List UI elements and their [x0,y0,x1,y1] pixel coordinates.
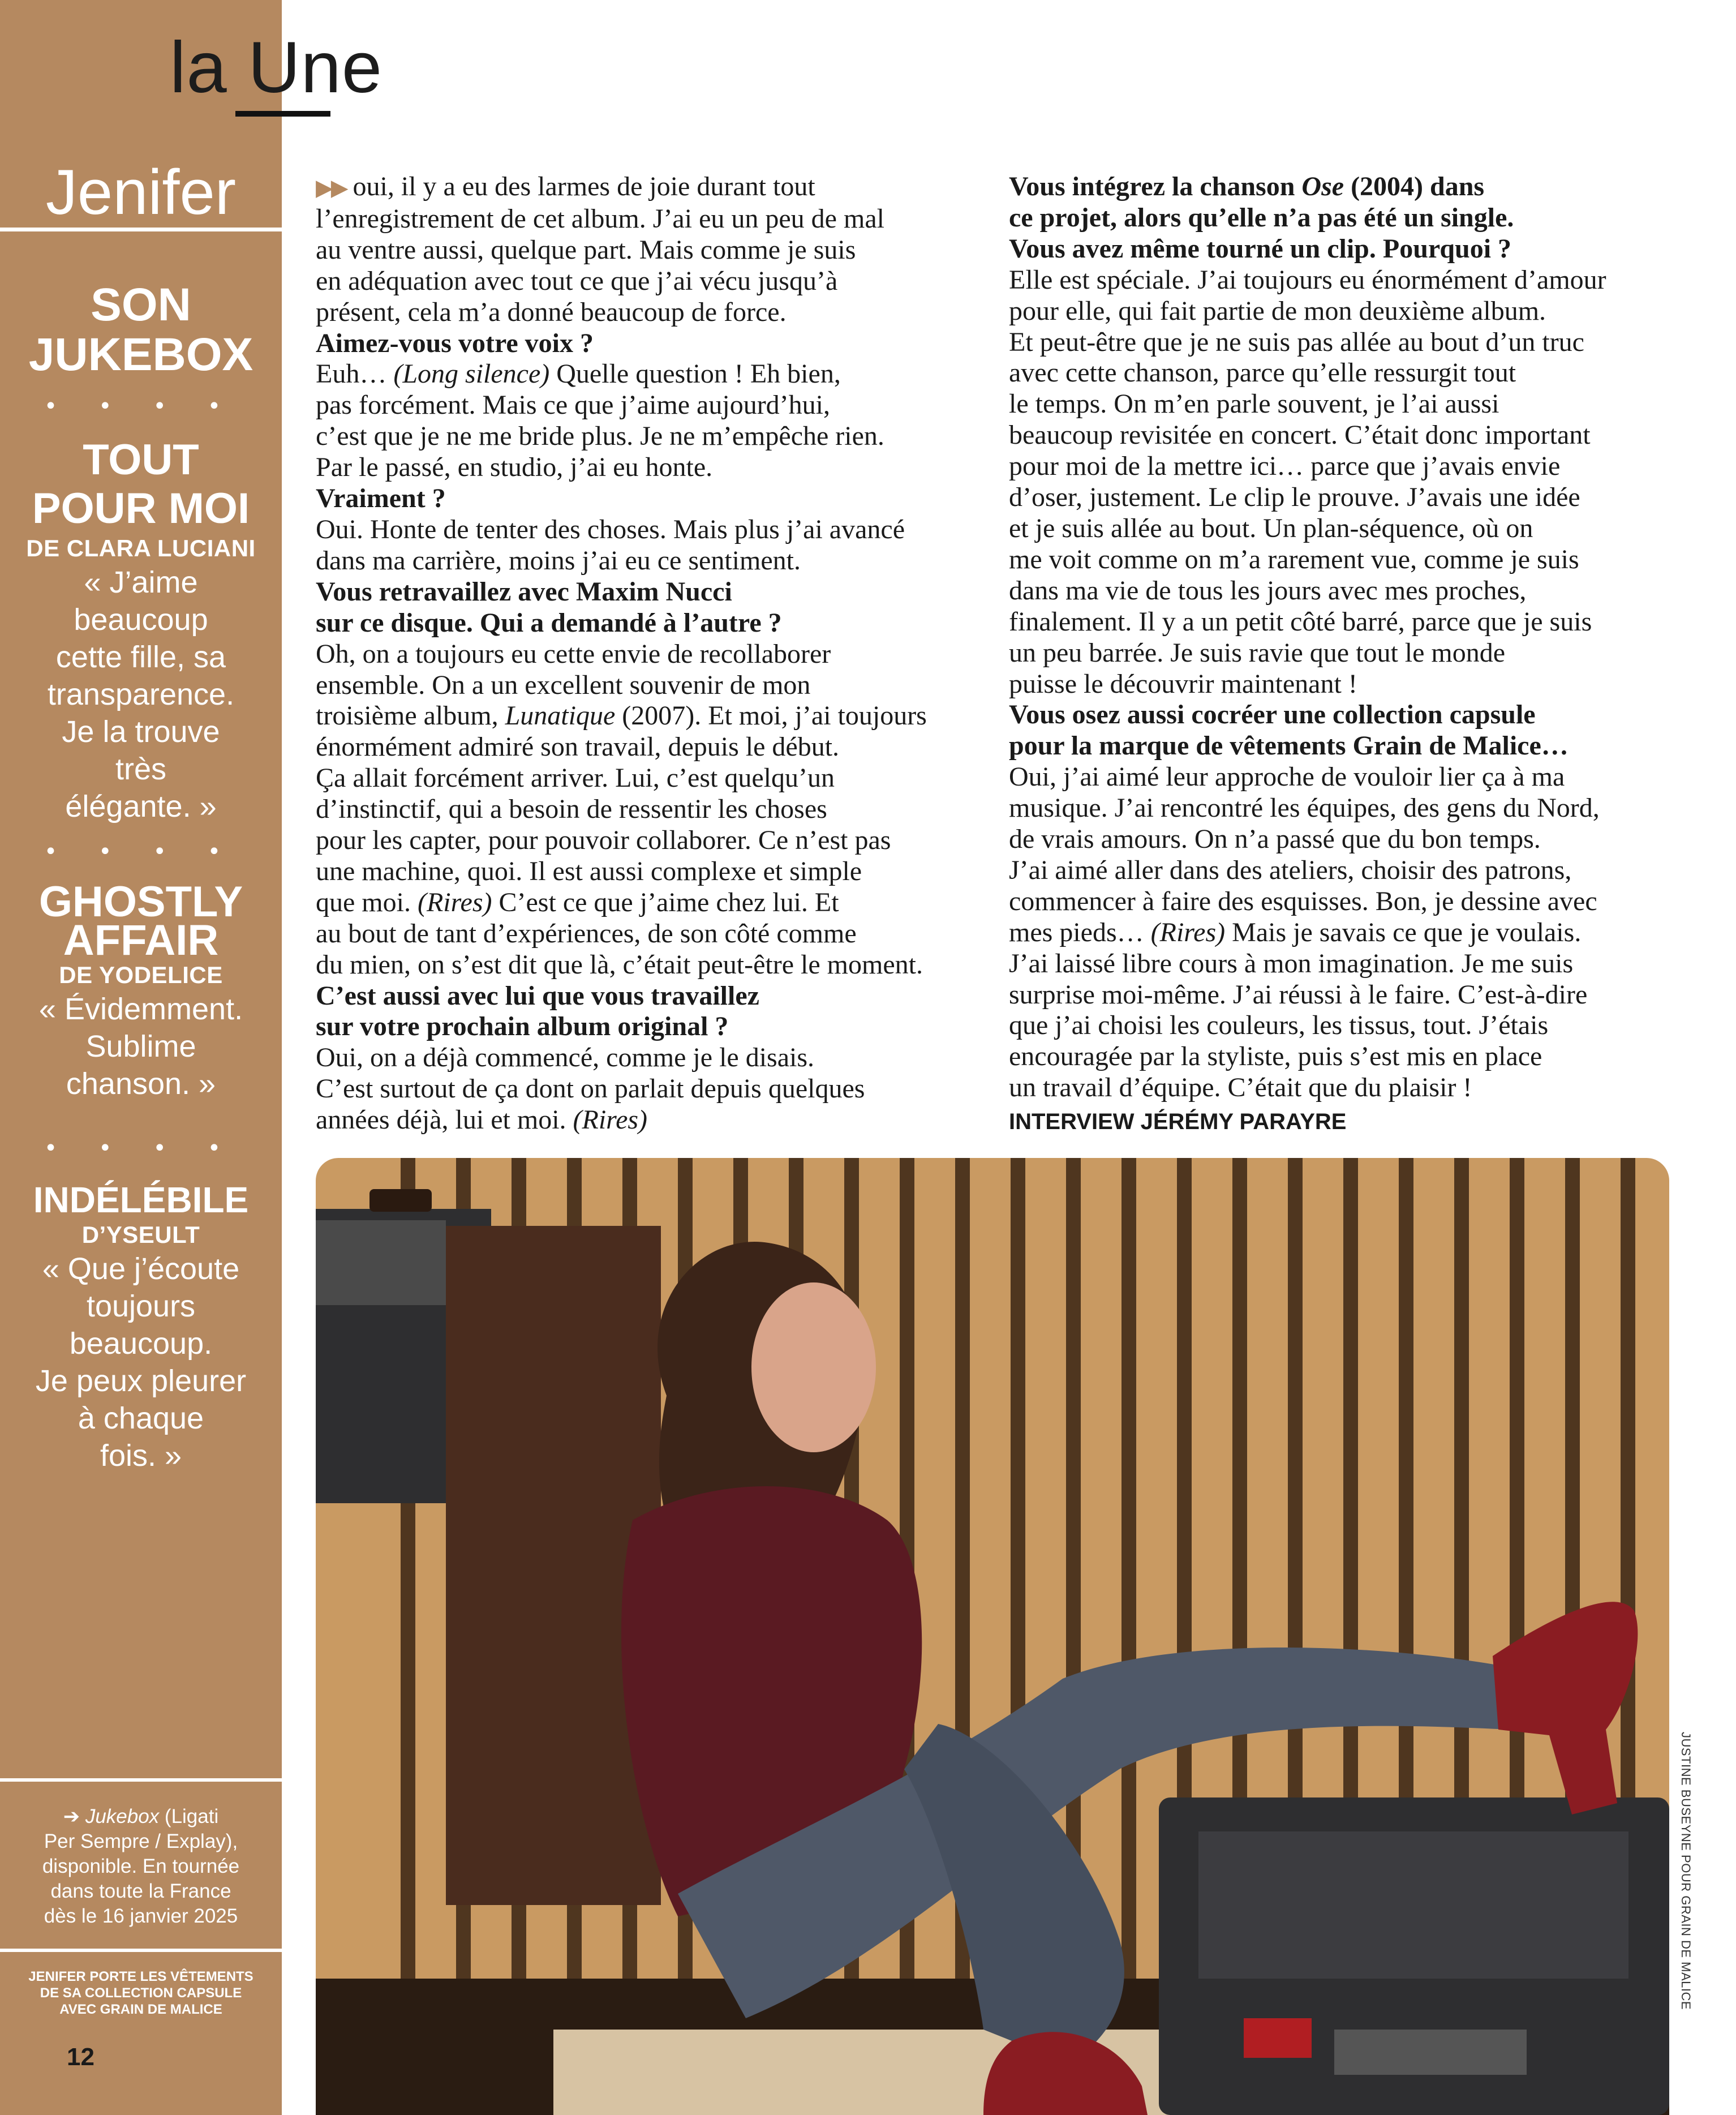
answer-line [316,639,995,670]
jukebox-item-3 [0,1180,282,1474]
quote-line: « J’aime [84,565,198,599]
question-line [1009,731,1688,762]
quote-line: Je peux pleurer [35,1364,247,1398]
text-run: Aimez-vous votre voix ? [316,328,594,358]
answer-line [316,204,995,235]
text-run: (Rires) [1150,917,1226,947]
text-run: Euh… [316,359,394,389]
text-run: Lunatique [505,701,616,731]
text-run: années déjà, lui et moi. [316,1105,573,1135]
quote-line: cette fille, sa [55,640,226,674]
text-run: pour moi de la mettre ici… parce que j’avais envie [1009,451,1561,482]
text-run: oui, il y a eu des larmes de joie durant tout [346,171,815,201]
answer-line [1009,949,1688,980]
quote-line: élégante. » [65,790,217,823]
text-run: (Rires) [573,1105,648,1135]
artist-name: Jenifer [45,157,237,228]
photo-credit [1675,1732,1698,2026]
text-run: pour les capter, pour pouvoir collaborer. Ce n’est pas [316,825,891,856]
text-run: Oh, on a toujours eu cette envie de recollaborer [316,638,831,669]
text-run: J’ai laissé libre cours à mon imagination. Je me suis [1009,948,1574,979]
quote-line: « Que j’écoute [42,1252,240,1286]
text-run: sur votre prochain album original ? [316,1011,729,1042]
text-run: Vous osez aussi cocréer une collection capsule [1009,700,1536,730]
text-run: Mais je savais ce que je voulais. [1225,917,1582,947]
article-column-left [316,171,995,1136]
amplifier-switch [1244,2018,1312,2058]
album-info-line: dès le 16 janvier 2025 [44,1905,238,1927]
text-run: Ose [1301,171,1344,201]
clothing-credit-line: DE SA COLLECTION CAPSULE [40,1985,242,2001]
text-run: C’est aussi avec lui que vous travaillez [316,980,759,1011]
question-line [316,981,995,1012]
answer-line [316,950,995,981]
text-run: pour la marque de vêtements Grain de Malice… [1009,731,1569,761]
info-rule-bottom [0,1949,282,1952]
info-rule-top [0,1778,282,1782]
article-column-right [1009,171,1688,1138]
album-name: Jukebox [85,1805,160,1827]
answer-line [1009,607,1688,638]
answer-line [1009,513,1688,544]
text-run: que moi. [316,887,418,917]
text-run: dans ma carrière, moins j’ai eu ce sentiment. [316,545,801,576]
answer-line [316,171,995,204]
text-run: et je suis allée au bout. Un plan-séquence, où on [1009,513,1533,543]
answer-line [1009,296,1688,327]
quote-line: beaucoup [74,603,208,637]
text-run: au bout de tant d’expériences, de son côté comme [316,918,857,949]
answer-line [316,701,995,732]
text-run: Vous retravaillez avec Maxim Nucci [316,576,732,607]
text-run: ensemble. On a un excellent souvenir de mon [316,670,811,700]
album-info-line: dans toute la France [50,1880,231,1902]
text-run: présent, cela m’a donné beaucoup de force. [316,297,787,327]
text-run: sur ce disque. Qui a demandé à l’autre ? [316,607,782,638]
text-run: énormément admiré son travail, depuis le début. [316,732,840,762]
question-line [316,483,995,514]
answer-line [1009,327,1688,358]
text-run: Vous avez même tourné un clip. Pourquoi ? [1009,233,1512,264]
answer-line [316,546,995,577]
answer-line [316,856,995,887]
text-run: Elle est spéciale. J’ai toujours eu énormément d’amour [1009,264,1606,295]
clothing-credit [23,1968,259,2018]
answer-line [316,919,995,950]
song-artist: D’YSEULT [81,1221,200,1248]
answer-line [1009,1041,1688,1072]
answer-line [1009,576,1688,607]
clothing-credit-line: JENIFER PORTE LES VÊTEMENTS [28,1969,253,1984]
jukebox-item-2 [0,878,282,1102]
section-title-underline [235,111,330,117]
separator-dots: • • • • [44,1135,238,1161]
text-run: me voit comme on m’a rarement vue, comme je suis [1009,544,1579,574]
text-run: une machine, quoi. Il est aussi complexe et simple [316,856,862,886]
answer-line [1009,265,1688,296]
album-info-line: Per Sempre / Explay), [44,1830,238,1852]
answer-line [316,297,995,328]
feature-title-line: JUKEBOX [28,329,253,380]
text-run: troisième album, [316,701,505,731]
text-run: le temps. On m’en parle souvent, je l’ai aussi [1009,389,1499,419]
answer-line [316,421,995,452]
answer-line [1009,544,1688,576]
separator-dots: • • • • [44,839,238,865]
answer-line [1009,482,1688,513]
text-run: Vraiment ? [316,483,446,514]
quote-line: toujours [86,1289,196,1323]
answer-line [316,763,995,794]
answer-line [316,794,995,825]
song-title: AFFAIR [63,916,219,964]
text-run: puisse le découvrir maintenant ! [1009,668,1357,699]
album-info-line: disponible. En tournée [42,1855,240,1877]
quote-line: transparence. [47,677,235,711]
text-run: (2004) dans [1344,171,1485,201]
song-title: TOUT [83,436,199,484]
text-run: C’est ce que j’aime chez lui. Et [492,887,839,917]
answer-line [316,1105,995,1136]
question-line [316,608,995,639]
answer-line [1009,762,1688,793]
text-run: surprise moi-même. J’ai réussi à le faire. C’est-à-dire [1009,979,1588,1010]
quote-line: à chaque [78,1401,204,1435]
quote-line: très [115,752,167,786]
album-info [17,1804,265,1929]
text-run: encouragée par la styliste, puis s’est mis en place [1009,1041,1542,1072]
feature-title-line: SON [91,279,191,331]
amplifier-handle [369,1189,432,1212]
answer-line [1009,358,1688,389]
answer-line [316,514,995,546]
text-run: (Long silence) [393,359,550,389]
text-run: C’est surtout de ça dont on parlait depuis quelques [316,1074,865,1104]
answer-line [316,732,995,763]
text-run: l’enregistrement de cet album. J’ai eu un peu de mal [316,203,884,234]
answer-line [316,235,995,266]
text-run: c’est que je ne me bride plus. Je ne m’empêche rien. [316,421,884,452]
quote-line: Sublime [85,1029,196,1063]
text-run: d’oser, justement. Le clip le prouve. J’avais une idée [1009,482,1580,513]
wall-slat [955,1158,970,2115]
text-run: dans ma vie de tous les jours avec mes proches, [1009,575,1527,606]
answer-line [1009,855,1688,886]
text-run: un peu barrée. Je suis ravie que tout le monde [1009,637,1506,668]
text-run: ce projet, alors qu’elle n’a pas été un single. [1009,202,1514,233]
quote-line: beaucoup. [69,1327,213,1361]
song-title: GHOSTLY [38,878,243,926]
answer-line [316,1074,995,1105]
question-line [1009,203,1688,234]
text-run: d’instinctif, qui a besoin de ressentir les choses [316,794,827,825]
interview-byline: INTERVIEW JÉRÉMY PARAYRE [1009,1109,1347,1135]
photo-credit-text: JUSTINE BUSEYNE POUR GRAIN DE MALICE [1679,1732,1693,2010]
feature-title [0,280,282,380]
answer-line [1009,886,1688,917]
text-run: en adéquation avec tout ce que j’ai vécu jusqu’à [316,265,838,296]
text-run: Par le passé, en studio, j’ai eu honte. [316,452,713,483]
song-title: INDÉLÉBILE [33,1179,249,1220]
text-run: mes pieds… [1009,917,1151,947]
quote-line: fois. » [100,1439,182,1473]
song-artist: DE YODELICE [59,962,223,988]
artist-rule [0,228,282,231]
text-run: que j’ai choisi les couleurs, les tissus, tout. J’étais [1009,1010,1549,1041]
text-run: commencer à faire des esquisses. Bon, je dessine avec [1009,886,1597,916]
answer-line [1009,669,1688,700]
quote-line: Je la trouve [62,715,220,749]
answer-line [1009,1010,1688,1041]
arrow-right-icon: ➔ [63,1805,80,1827]
text-run: musique. J’ai rencontré les équipes, des gens du Nord, [1009,793,1600,823]
answer-line [316,670,995,701]
answer-line [316,1043,995,1074]
text-run: du mien, on s’est dit que là, c’était peut-être le moment. [316,949,923,980]
section-title: la Une [170,27,383,108]
question-line [1009,700,1688,731]
text-run: un travail d’équipe. C’était que du plaisir ! [1009,1072,1472,1103]
page-number: 12 [67,2043,94,2071]
portrait-photo [316,1158,1669,2115]
answer-line [1009,1072,1688,1104]
text-run: beaucoup revisitée en concert. C’était donc important [1009,420,1591,451]
clothing-credit-line: AVEC GRAIN DE MALICE [59,2002,222,2017]
quote-line: « Évidemment. [38,992,243,1026]
answer-line [316,887,995,919]
portrait-photo-illustration [316,1158,1669,2115]
question-line [1009,171,1688,203]
amplifier-panel-right [1334,2030,1527,2075]
text-run: Vous intégrez la chanson [1009,171,1302,201]
answer-line [316,452,995,483]
text-run: Oui. Honte de tenter des choses. Mais plus j’ai avancé [316,514,905,544]
question-line [316,577,995,608]
separator-dots: • • • • [44,393,238,419]
text-run: au ventre aussi, quelque part. Mais comme je suis [316,234,856,265]
text-run: Et peut-être que je ne suis pas allée au bout d’un truc [1009,327,1584,357]
jukebox-item-1 [0,436,282,825]
face [751,1282,876,1452]
continuation-arrows-icon: ▶▶ [316,175,346,201]
answer-line [1009,917,1688,949]
text-run: Oui, j’ai aimé leur approche de vouloir lier ça à ma [1009,762,1565,792]
question-line [316,328,995,359]
answer-line [1009,389,1688,420]
text-run: Ça allait forcément arriver. Lui, c’est quelqu’un [316,763,835,793]
question-line [1009,234,1688,265]
answer-line [1009,824,1688,855]
text-run: de vrais amours. On n’a passé que du bon temps. [1009,824,1541,855]
amplifier-grille [1198,1831,1628,1979]
answer-line [316,266,995,297]
text-run: Oui, on a déjà commencé, comme je le disais. [316,1043,815,1073]
answer-line [316,390,995,421]
text-run: avec cette chanson, parce qu’elle ressurgit tout [1009,358,1516,388]
song-artist: DE CLARA LUCIANI [26,535,256,561]
quote-line: chanson. » [66,1067,216,1101]
text-run: pour elle, qui fait partie de mon deuxième album. [1009,295,1546,326]
text-run: pas forcément. Mais ce que j’aime aujourd’hui, [316,390,830,421]
text-run: finalement. Il y a un petit côté barré, parce que je suis [1009,606,1592,637]
answer-line [316,359,995,390]
text-run: (2007). Et moi, j’ai toujours [615,701,927,731]
answer-line [1009,420,1688,451]
text-run: (Rires) [417,887,492,917]
answer-line [316,825,995,856]
answer-line [1009,451,1688,482]
answer-line [1009,980,1688,1011]
text-run: Quelle question ! Eh bien, [549,359,841,389]
amplifier-panel [316,1220,446,1305]
album-info-line: (Ligati [159,1805,219,1827]
answer-line [1009,793,1688,824]
song-title: POUR MOI [32,484,250,533]
question-line [316,1011,995,1043]
text-run: J’ai aimé aller dans des ateliers, choisir des patrons, [1009,855,1572,885]
answer-line [1009,638,1688,669]
